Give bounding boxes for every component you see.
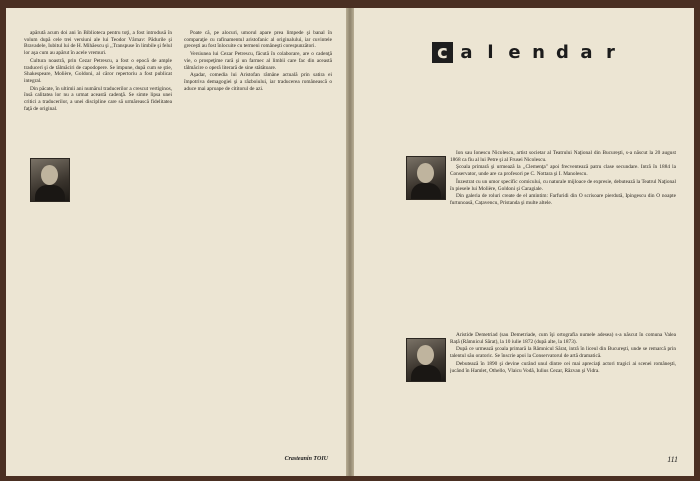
right-page [354,8,694,476]
paragraph: Cultura noastră, prin Cezar Petrescu, a fost o epocă de ample traduceri şi de tălmăciri de capodopere. Se impune, după cum se ştie, Shakespeare, Molière, Goldoni, al căror repertoriu a fost publicat integral. [24,57,172,84]
header-letter: e [504,42,525,63]
header-letter: n [528,42,549,63]
paragraph: Din galeria de roluri create de el amintim: Farfuridi din O scrisoare pierdută, Ipingescu din O noapte furtunoasă, Cațavencu, Pristanda şi multe altele. [450,193,676,206]
paragraph: Din păcate, în ultimii ani numărul traducerilor a crescut vertiginos, însă calitatea lor nu a urmat această cadenţă. Se simte lipsa unei critici a traducerilor, a unei discipline care să urmărească fidelitatea faţă de original. [24,85,172,112]
entry-demetriad [450,332,676,452]
paragraph: După ce urmează şcoala primară la Râmnicul Sărat, intră în liceul din Bucureşti, unde se remarcă prin talentul său oratoric. Se înscrie apoi la Conservatorul de artă dramatică. [450,346,676,360]
header-letter: a [576,42,597,63]
paragraph: Aristide Demetriad (sau Demetriade, cum îşi ortografia numele adesea) s-a născut în comuna Valea Rață (Râmnicul Sărat), la 10 iulie 1872 (după alte, la 1873). [450,332,676,345]
page-number: 111 [667,455,678,464]
book-spread [6,8,694,476]
header-letter: l [480,42,501,63]
paragraph: Poate că, pe alocuri, umorul apare prea limpede şi banal în comparaţie cu rafinamentul aristofanic al originalului, iar cuvintele greceşti au fost înlocuite cu termeni româneşti corespunzători. [184,30,332,50]
paragraph: Ion sau Ionescu Nicolescu, artist societar al Teatrului Naţional din Bucureşti, s-a născut la 20 august 1868 ca fiu al lui Petre şi al Frusei Nicolescu. [450,150,676,163]
paragraph: Aşadar, comedia lui Aristofan rămâne actuală prin satira ei împotriva demagogiei şi a războiului, iar traducerea românească o aduce mai aproape de cititorul de azi. [184,72,332,92]
left-column-1 [24,30,172,460]
left-column-2 [184,30,332,450]
paragraph: Debutează în 1890 şi devine curând unul dintre cei mai apreciaţi actori tragici ai scenei româneşti, jucând în Hamlet, Othello, Vlaicu Vodă, Iulius Cezar, Răzvan şi Vidra. [450,360,676,374]
actor-portrait-photo [406,156,446,200]
paragraph: apărută acum doi ani în Biblioteca pentru toţi, a fost introdusă în volum după cele trei versiuni ale lui Teodor Vârnav: Pădurile şi Bravadele, Iubitul lui de H. Mihăescu şi ,,Transpuse în limbile şi felul lor aşa cum au apărut în acele vremuri. [24,30,172,57]
article-signature: Crasteanin TOIU [284,456,328,462]
header-letter: c [432,42,453,63]
header-letter: a [456,42,477,63]
book-gutter [346,8,354,476]
left-page [6,8,346,476]
calendar-header [432,42,621,63]
paragraph: Versiunea lui Cezar Petrescu, făcută în colaborare, are o cadenţă vie, o prospeţime rară şi un farmec al limbii care fac din această tălmăcire o operă literară de sine stătătoare. [184,51,332,71]
author-portrait-photo [30,158,70,202]
header-letter: r [600,42,621,63]
paragraph: Şcoala primară şi urmează la ,,Clemenţa" apoi frecventează patru clase secundare. Intră în 1884 la Conservator, unde are ca profesori pe C. Nottara şi I. Manolescu. [450,164,676,178]
paragraph: Înzestrat cu un umor specific comicului, cu naturale mijloace de expresie, debutează la Teatrul Naţional în piesele lui Molière, Goldoni şi Caragiale. [450,178,676,192]
actor-portrait-photo [406,338,446,382]
header-letter: d [552,42,573,63]
